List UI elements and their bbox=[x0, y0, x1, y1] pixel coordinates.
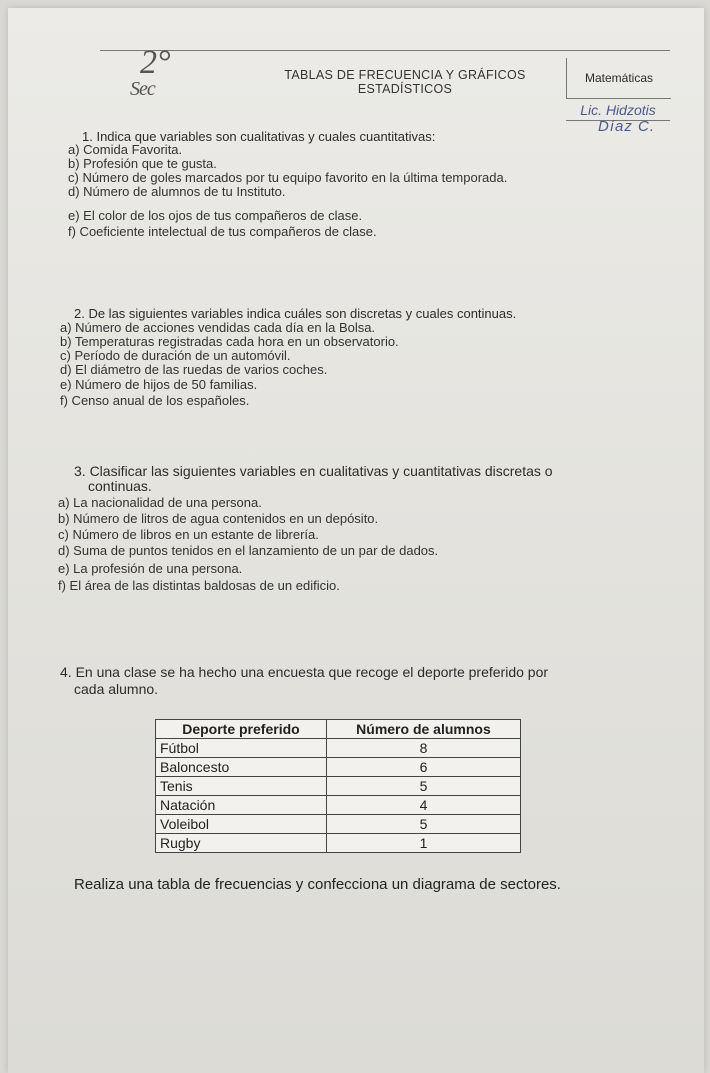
question-3-item-b: b) Número de litros de agua contenidos en un depósito. bbox=[58, 511, 379, 526]
question-3-item-e: e) La profesión de una persona. bbox=[58, 561, 243, 576]
sport-cell: Natación bbox=[156, 796, 327, 815]
sports-table bbox=[155, 719, 521, 853]
count-cell: 1 bbox=[326, 834, 520, 853]
table-row bbox=[156, 758, 521, 777]
question-2-item-a: a) Número de acciones vendidas cada día en la Bolsa. bbox=[60, 320, 376, 335]
question-1-item-e: e) El color de los ojos de tus compañeros de clase. bbox=[68, 208, 363, 223]
teacher-name: Lic. Hidzotis bbox=[566, 100, 670, 121]
table-row bbox=[156, 834, 521, 853]
question-2-item-b: b) Temperaturas registradas cada hora en un observatorio. bbox=[60, 334, 399, 349]
table-row bbox=[156, 739, 521, 758]
count-cell: 5 bbox=[326, 777, 520, 796]
question-3-item-d: d) Suma de puntos tenidos en el lanzamiento de un par de dados. bbox=[58, 543, 439, 558]
title-line-1: TABLAS DE FRECUENCIA Y GRÁFICOS bbox=[284, 68, 526, 82]
question-3-item-a: a) La nacionalidad de una persona. bbox=[58, 495, 262, 510]
page-title bbox=[255, 68, 555, 96]
sport-cell: Fútbol bbox=[156, 739, 327, 758]
question-1-prompt: 1. Indica que variables son cualitativas y cuales cuantitativas: bbox=[82, 129, 436, 144]
sport-cell: Baloncesto bbox=[156, 758, 327, 777]
question-2-item-d: d) El diámetro de las ruedas de varios coches. bbox=[60, 362, 328, 377]
title-line-2: ESTADÍSTICOS bbox=[357, 82, 453, 96]
table-row bbox=[156, 815, 521, 834]
table-row bbox=[156, 796, 521, 815]
logo-number: 2° bbox=[140, 44, 171, 81]
subject-label: Matemáticas bbox=[566, 58, 671, 99]
count-cell: 6 bbox=[326, 758, 520, 777]
question-1-item-d: d) Número de alumnos de tu Instituto. bbox=[68, 184, 286, 199]
question-3-item-f: f) El área de las distintas baldosas de un edificio. bbox=[58, 578, 340, 593]
teacher-surname: Díaz C. bbox=[598, 118, 656, 135]
school-logo bbox=[118, 44, 182, 104]
question-1-item-a: a) Comida Favorita. bbox=[68, 142, 183, 157]
question-2-item-f: f) Censo anual de los españoles. bbox=[60, 393, 250, 408]
table-row bbox=[156, 777, 521, 796]
question-2-item-e: e) Número de hijos de 50 familias. bbox=[60, 377, 258, 392]
sport-cell: Rugby bbox=[156, 834, 327, 853]
question-1-item-f: f) Coeficiente intelectual de tus compañeros de clase. bbox=[68, 224, 377, 239]
count-cell: 5 bbox=[326, 815, 520, 834]
question-3-item-c: c) Número de libros en un estante de librería. bbox=[58, 527, 319, 542]
logo-text: Sec bbox=[130, 78, 155, 100]
question-1-item-c: c) Número de goles marcados por tu equipo favorito en la última temporada. bbox=[68, 170, 508, 185]
count-cell: 8 bbox=[326, 739, 520, 758]
question-4-prompt-line-1: 4. En una clase se ha hecho una encuesta que recoge el deporte preferido por bbox=[60, 664, 549, 680]
question-2-prompt: 2. De las siguientes variables indica cuáles son discretas y cuales continuas. bbox=[74, 306, 517, 321]
question-1-item-b: b) Profesión que te gusta. bbox=[68, 156, 217, 171]
question-2-item-c: c) Período de duración de un automóvil. bbox=[60, 348, 291, 363]
question-4-instruction: Realiza una tabla de frecuencias y confecciona un diagrama de sectores. bbox=[74, 876, 561, 893]
column-header-sport: Deporte preferido bbox=[156, 720, 327, 739]
question-3-prompt-line-1: 3. Clasificar las siguientes variables en cualitativas y cuantitativas discretas o bbox=[74, 463, 553, 479]
column-header-students: Número de alumnos bbox=[326, 720, 520, 739]
question-3-prompt-line-2: continuas. bbox=[88, 478, 152, 494]
sport-cell: Voleibol bbox=[156, 815, 327, 834]
sport-cell: Tenis bbox=[156, 777, 327, 796]
count-cell: 4 bbox=[326, 796, 520, 815]
table-header-row bbox=[156, 720, 521, 739]
question-4-prompt-line-2: cada alumno. bbox=[74, 681, 159, 697]
